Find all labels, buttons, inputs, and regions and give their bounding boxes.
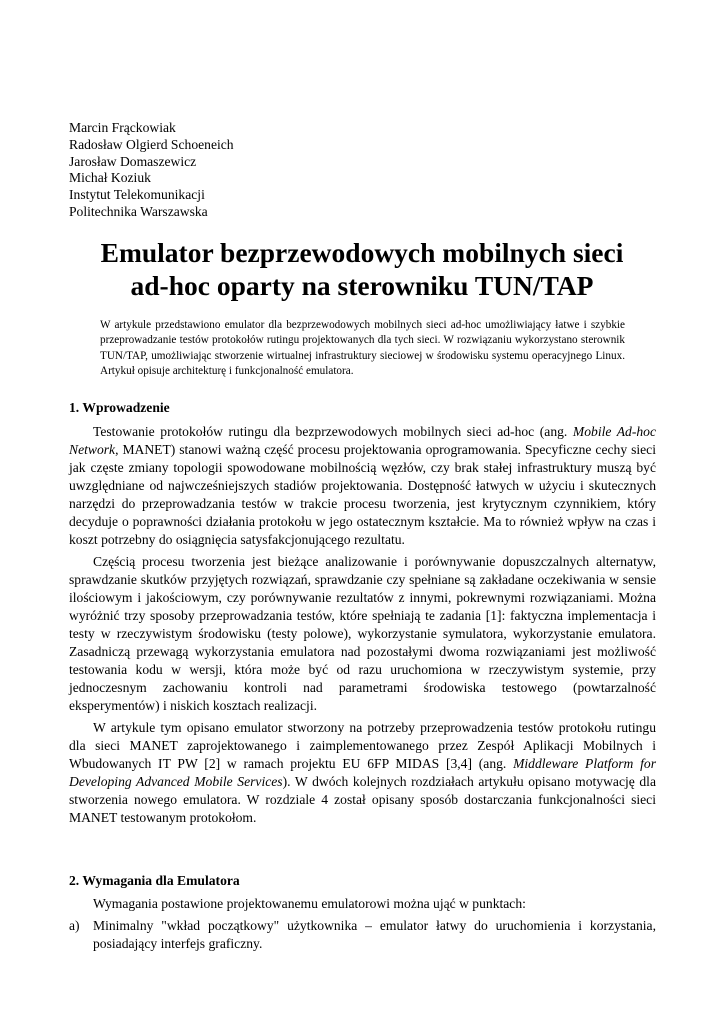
text-run: ). W dwóch kolejnych rozdziałach artykułu opisano motywację dla stworzenia nowego emulatora. W rozdziale 4 został opisany sposób dostarczania funkcjonalności sieci MANET testowanym protokołom.	[69, 774, 656, 825]
affiliation-institute: Instytut Telekomunikacji	[69, 187, 205, 203]
author-name: Michał Koziuk	[69, 170, 151, 186]
title-line: ad-hoc oparty na sterowniku TUN/TAP	[130, 270, 594, 301]
section-body	[69, 423, 656, 831]
paragraph: Wymagania postawione projektowanemu emulatorowi można ująć w punktach:	[93, 896, 526, 911]
list-label: a)	[69, 918, 80, 933]
text-run: W artykule tym opisano emulator stworzony na potrzeby przeprowadzenia testów protokołu rutingu dla sieci MANET zaprojektowanego i zaimplementowanego przez Zespół Aplikacji Mobilnych i Wbudowanych IT PW [2] w ramach projektu EU 6FP MIDAS [3,4] (ang.	[69, 720, 656, 771]
affiliation-university: Politechnika Warszawska	[69, 203, 208, 219]
paper-title	[40, 236, 684, 302]
italic-term: Mobile Ad-hoc Network	[69, 424, 656, 457]
section-heading: 1. Wprowadzenie	[69, 400, 170, 415]
list-item	[69, 917, 656, 953]
list-text: Minimalny "wkład początkowy" użytkownika – emulator łatwy do uruchomienia i korzystania, posiadający interfejs graficzny.	[93, 918, 656, 951]
title-line: Emulator bezprzewodowych mobilnych sieci	[100, 237, 624, 268]
author-name: Jarosław Domaszewicz	[69, 153, 197, 169]
section-heading: 2. Wymagania dla Emulatora	[69, 873, 240, 888]
italic-term: Middleware Platform for Developing Advanced Mobile Services	[69, 756, 656, 789]
paragraph	[69, 719, 656, 827]
text-run: , MANET) stanowi ważną część procesu projektowania oprogramowania. Specyficzne cechy sieci jak częste zmiany topologii spowodowane mobilnością węzłów, czy brak stałej infrastruktury muszą być uwzględniane od najwcześniejszych stadiów projektowania. Dostępność łatwych w użyciu i skutecznych narzędzi do przeprowadzania testów w trakcie procesu tworzenia, jest krytycznym czynnikiem, który decyduje o poprawności działania protokołu w jego ostatecznym kształcie. Ma to również wpływ na czas i koszt potrzebny do osiągnięcia satysfakcjonującego rezultatu.	[69, 442, 656, 547]
author-block	[69, 120, 234, 221]
section-body	[69, 895, 656, 953]
abstract: W artykule przedstawiono emulator dla bezprzewodowych mobilnych sieci ad-hoc umożliwiający łatwe i szybkie przeprowadzanie testów protokołów rutingu projektowanych dla tych sieci. W rozwiązaniu wykorzystano sterownik TUN/TAP, umożliwiając stworzenie wirtualnej infrastruktury sieciowej w środowisku systemu operacyjnego Linux. Artykuł opisuje architekturę i funkcjonalność emulatora.	[100, 319, 625, 378]
author-name: Marcin Frąckowiak	[69, 120, 176, 135]
text-run: Testowanie protokołów rutingu dla bezprzewodowych mobilnych sieci ad-hoc (ang.	[93, 424, 573, 439]
paragraph	[69, 423, 656, 549]
author-name: Radosław Olgierd Schoeneich	[69, 136, 234, 152]
paragraph: Częścią procesu tworzenia jest bieżące analizowanie i porównywanie dopuszczalnych alternatyw, sprawdzanie skutków przyjętych rozwiązań, sprawdzanie czy spełniane są zakładane oczekiwania w sensie ilościowym i jakościowym, czy porównywanie rezultatów z innymi, pokrewnymi rozwiązaniami. Można wyróżnić trzy sposoby przeprowadzania testów, które spełniają te zadania [1]: faktyczna implementacja i testy w rzeczywistym środowisku (testy polowe), wykorzystanie symulatora, wykorzystanie emulatora. Zasadniczą przewagą wykorzystania emulatora nad pozostałymi dwoma rozwiązaniami jest możliwość testowania kodu w wersji, która może być od razu uruchomiona w rzeczywistym systemie, przy jednoczesnym zachowaniu kontroli nad parametrami środowiska testowego (powtarzalność eksperymentów) i niskich kosztach realizacji.	[69, 554, 656, 713]
